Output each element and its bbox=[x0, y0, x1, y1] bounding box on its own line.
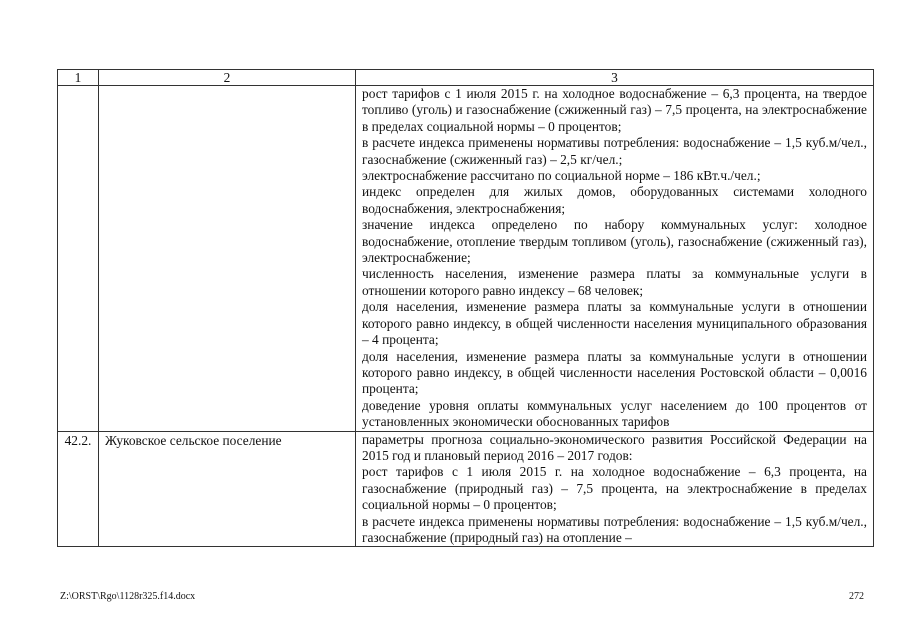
footer-page-number: 272 bbox=[849, 591, 864, 602]
header-col-1: 1 bbox=[58, 70, 99, 86]
paragraph: доведение уровня оплаты коммунальных услуг населением до 100 процентов от установленных экономически обоснованных тарифов bbox=[362, 397, 867, 430]
row-name-cell bbox=[99, 431, 356, 547]
paragraph: рост тарифов с 1 июля 2015 г. на холодное водоснабжение – 6,3 процента, на твердое топливо (уголь) и газоснабжение (сжиженный газ) – 7,5 процента, на электроснабжение в пределах социальной нормы – 0 процентов; bbox=[362, 86, 867, 134]
paragraph: в расчете индекса применены нормативы потребления: водоснабжение – 1,5 куб.м/чел., газоснабжение (природный газ) на отопление – bbox=[362, 513, 867, 545]
paragraph: доля населения, изменение размера платы за коммунальные услуги в отношении которого равно индексу, в общей численности населения Ростовской области – 0,0016 процента; bbox=[362, 348, 867, 397]
row-number-cell bbox=[58, 431, 99, 547]
row-description-cell bbox=[356, 86, 874, 432]
table-row bbox=[58, 431, 874, 547]
table-row bbox=[58, 86, 874, 432]
row-number-cell bbox=[58, 86, 99, 432]
paragraph: рост тарифов с 1 июля 2015 г. на холодное водоснабжение – 6,3 процента, на газоснабжение (природный газ) – 7,5 процента, на электроснабжение в пределах социальной нормы – 0 процентов; bbox=[362, 464, 867, 513]
row-number: 42.2. bbox=[64, 432, 92, 448]
row-number bbox=[64, 86, 92, 87]
footer-file-path: Z:\ORST\Rgo\1128r325.f14.docx bbox=[60, 591, 196, 602]
row-name bbox=[105, 86, 349, 87]
paragraph: значение индекса определено по набору коммунальных услуг: холодное водоснабжение, отопление твердым топливом (уголь), газоснабжение (сжиженный газ), электроснабжение; bbox=[362, 217, 867, 266]
row-name: Жуковское сельское поселение bbox=[105, 432, 282, 448]
paragraph: индекс определен для жилых домов, оборудованных системами холодного водоснабжения, электроснабжения; bbox=[362, 184, 867, 216]
row-name-cell bbox=[99, 86, 356, 432]
header-col-2: 2 bbox=[99, 70, 356, 86]
row-description-cell bbox=[356, 431, 874, 547]
data-table bbox=[57, 69, 874, 547]
header-col-3: 3 bbox=[356, 70, 874, 86]
paragraph: доля населения, изменение размера платы за коммунальные услуги в отношении которого равно индексу, в общей численности населения муниципального образования – 4 процента; bbox=[362, 299, 867, 348]
paragraph: электроснабжение рассчитано по социальной норме – 186 кВт.ч./чел.; bbox=[362, 168, 761, 184]
paragraph: численность населения, изменение размера платы за коммунальные услуги в отношении которого равно индексу – 68 человек; bbox=[362, 266, 867, 298]
table-header-row bbox=[58, 70, 874, 86]
paragraph: параметры прогноза социально-экономического развития Российской Федерации на 2015 год и плановый период 2016 – 2017 годов: bbox=[362, 431, 867, 463]
paragraph: в расчете индекса применены нормативы потребления: водоснабжение – 1,5 куб.м/чел., газоснабжение (сжиженный газ) – 2,5 кг/чел.; bbox=[362, 135, 867, 167]
